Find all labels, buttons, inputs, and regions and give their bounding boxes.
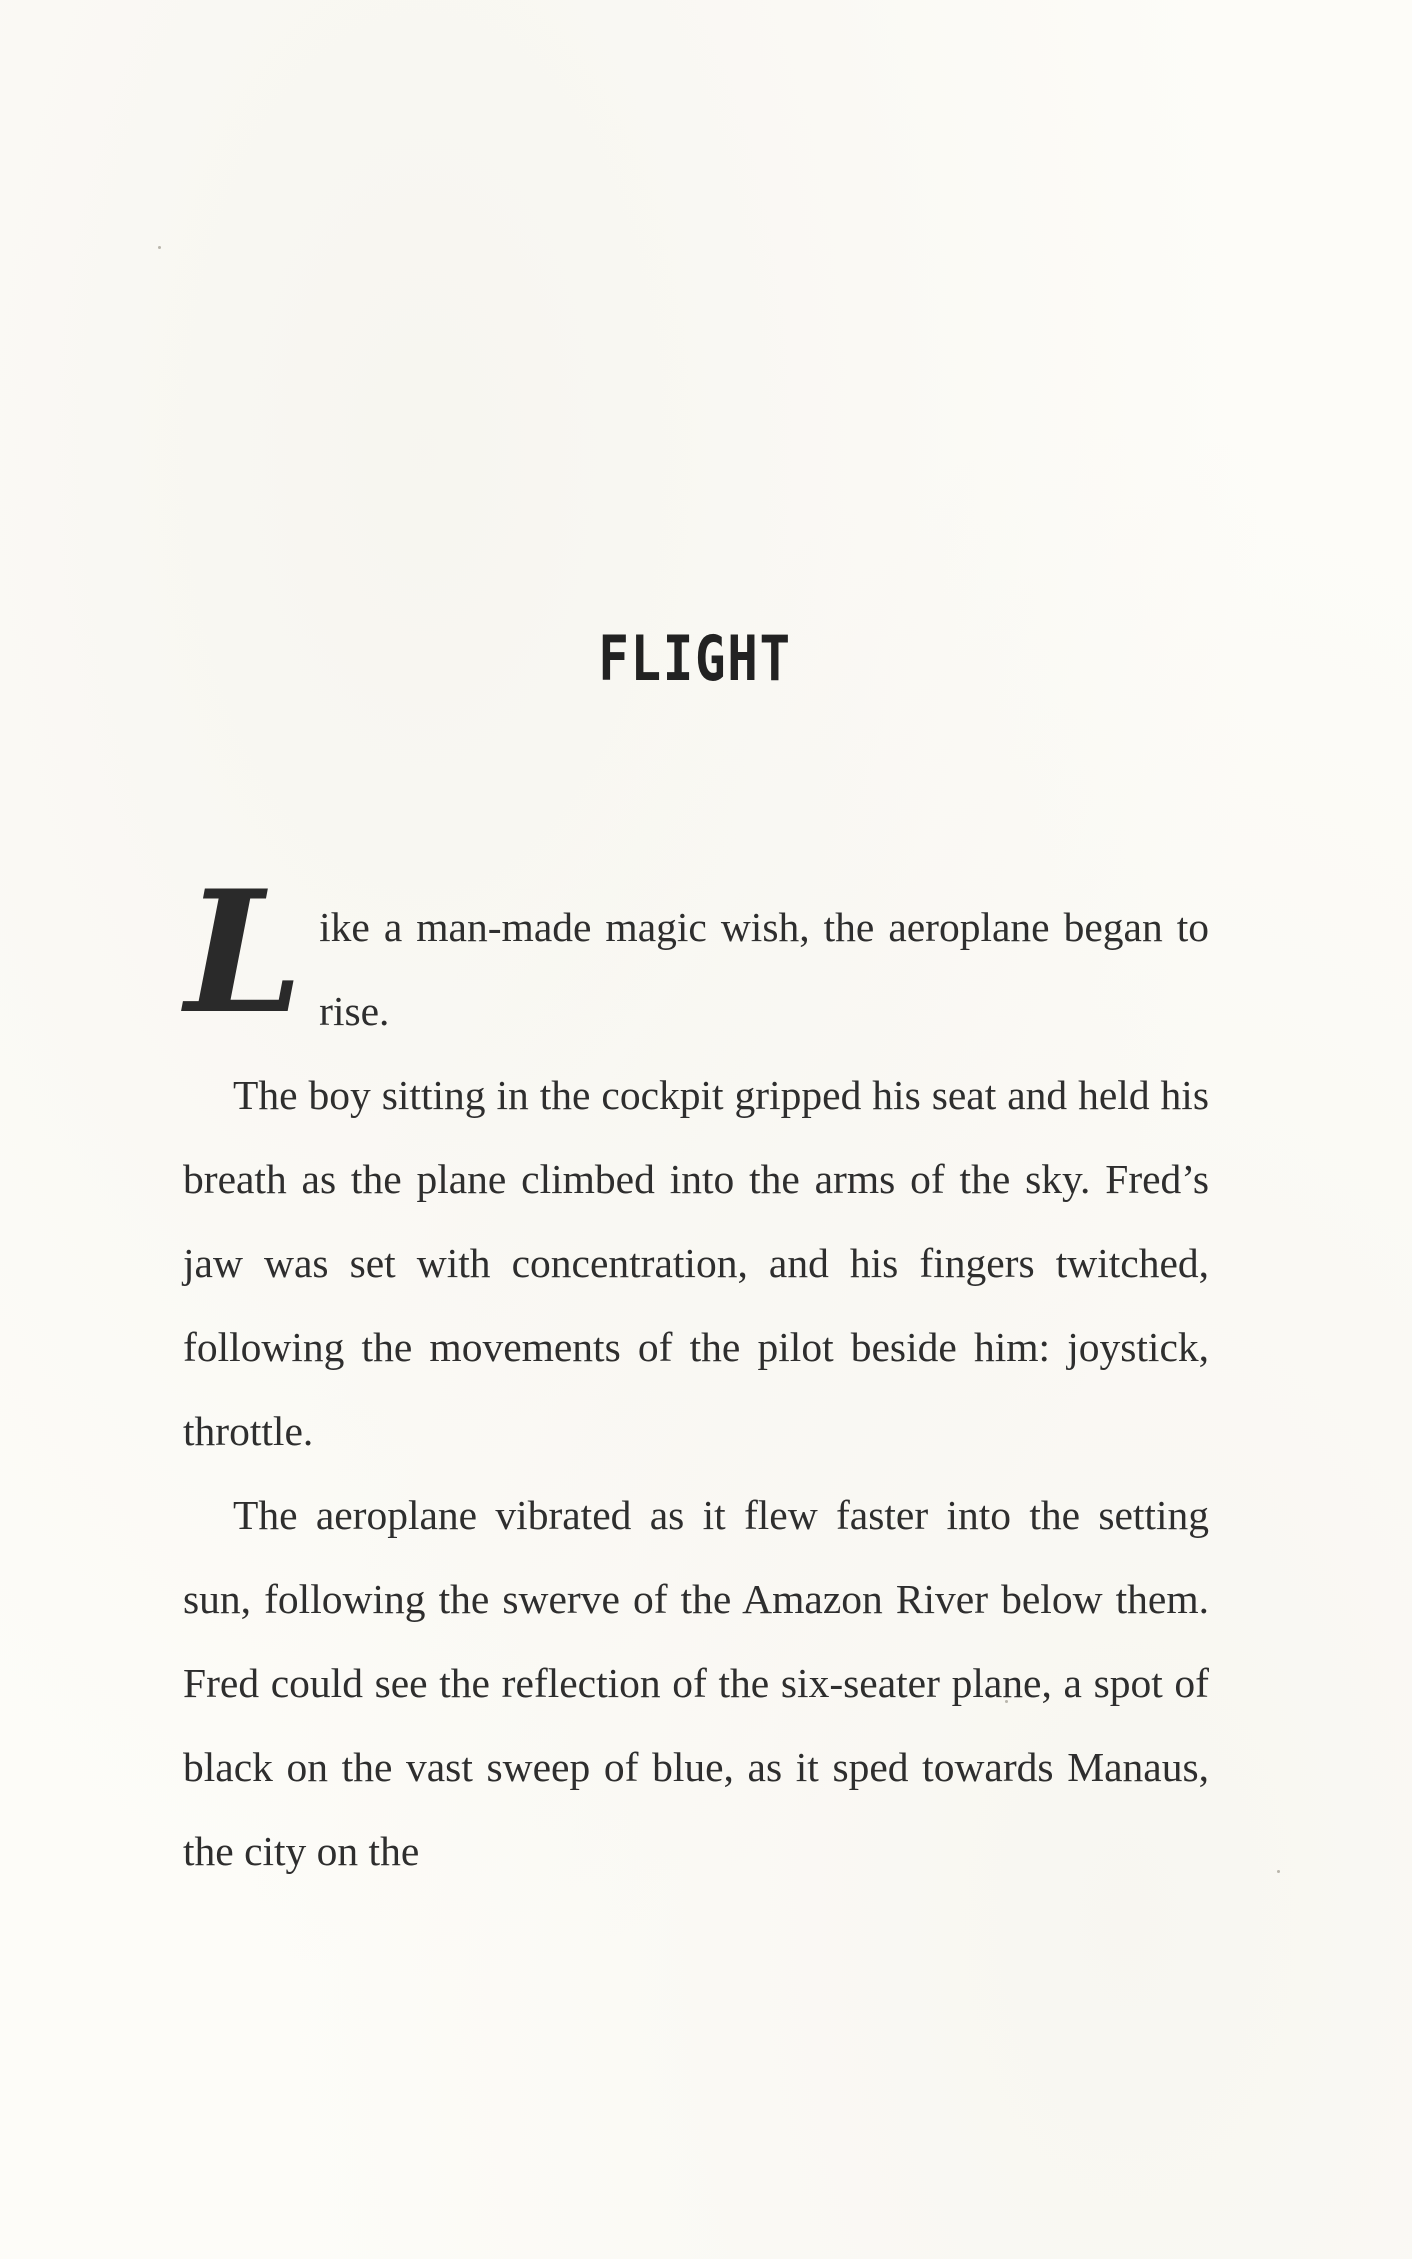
paper-speck [158, 246, 161, 249]
paragraph-2: The boy sitting in the cockpit gripped his seat and held his breath as the plane climbed into the arms of the sky. Fred’s jaw was set with concentration, and his fingers twitched, following the movements of the pilot beside him: joystick, throttle. [183, 1072, 1209, 1454]
paper-speck [1277, 1870, 1280, 1873]
body-text [183, 853, 1209, 1893]
paragraph-1-text: ike a man-made magic wish, the aeroplane began to rise. [319, 904, 1209, 1034]
paragraph-1 [183, 853, 1209, 1053]
chapter-title: FLIGHT [598, 622, 792, 695]
paragraph-3: The aeroplane vibrated as it flew faster into the setting sun, following the swerve of the Amazon River below them. Fred could see the reflection of the six-seater plane, a spot of black on the vast sweep of blue, as it sped towards Manaus, the city on the [183, 1492, 1209, 1874]
drop-cap: L [185, 853, 304, 1051]
